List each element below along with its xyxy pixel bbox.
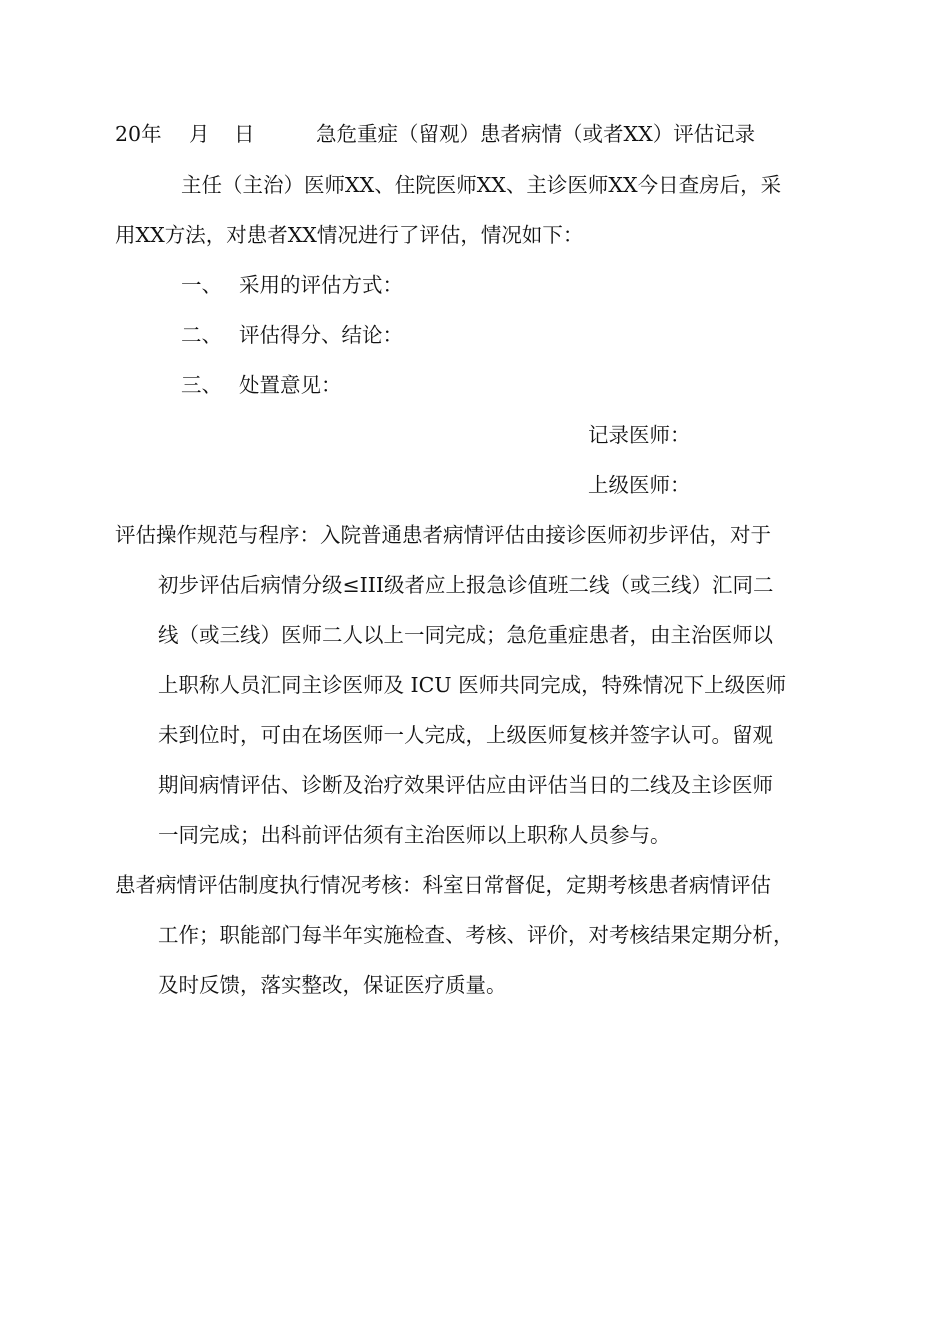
assessment-paragraph-line: 及时反馈，落实整改，保证医疗质量。: [158, 973, 507, 997]
procedure-paragraph-line: 期间病情评估、诊断及治疗效果评估应由评估当日的二线及主诊医师: [158, 773, 773, 797]
procedure-paragraph-line: 线（或三线）医师二人以上一同完成；急危重症患者，由主治医师以: [158, 623, 773, 647]
list-item-number: 三、: [181, 373, 222, 397]
list-item-label: 处置意见：: [239, 373, 342, 397]
header-month: 月: [189, 122, 210, 146]
procedure-paragraph-line: 一同完成；出科前评估须有主治医师以上职称人员参与。: [158, 823, 671, 847]
list-item-number: 一、: [181, 273, 222, 297]
header-year: 20年: [115, 122, 162, 146]
intro-line-2: 用XX方法，对患者XX情况进行了评估，情况如下：: [115, 223, 584, 247]
procedure-paragraph-line: 未到位时，可由在场医师一人完成，上级医师复核并签字认可。留观: [158, 723, 773, 747]
list-item-label: 评估得分、结论：: [239, 323, 403, 347]
assessment-paragraph-line: 工作；职能部门每半年实施检查、考核、评价，对考核结果定期分析，: [158, 923, 794, 947]
recorder-signature-label: 记录医师：: [588, 423, 691, 447]
list-item-label: 采用的评估方式：: [239, 273, 403, 297]
superior-signature-label: 上级医师：: [588, 473, 691, 497]
procedure-paragraph-line: 评估操作规范与程序：入院普通患者病情评估由接诊医师初步评估，对于: [115, 523, 771, 547]
intro-line-1: 主任（主治）医师XX、住院医师XX、主诊医师XX今日查房后，采: [181, 173, 782, 197]
list-item-number: 二、: [181, 323, 222, 347]
header-day: 日: [234, 122, 255, 146]
record-header: [115, 121, 845, 149]
procedure-paragraph-line: 初步评估后病情分级≤III级者应上报急诊值班二线（或三线）汇同二: [158, 573, 774, 597]
assessment-paragraph-line: 患者病情评估制度执行情况考核：科室日常督促，定期考核患者病情评估: [115, 873, 771, 897]
procedure-paragraph-line: 上职称人员汇同主诊医师及 ICU 医师共同完成，特殊情况下上级医师: [158, 673, 787, 697]
record-title: 急危重症（留观）患者病情（或者XX）评估记录: [316, 122, 756, 146]
